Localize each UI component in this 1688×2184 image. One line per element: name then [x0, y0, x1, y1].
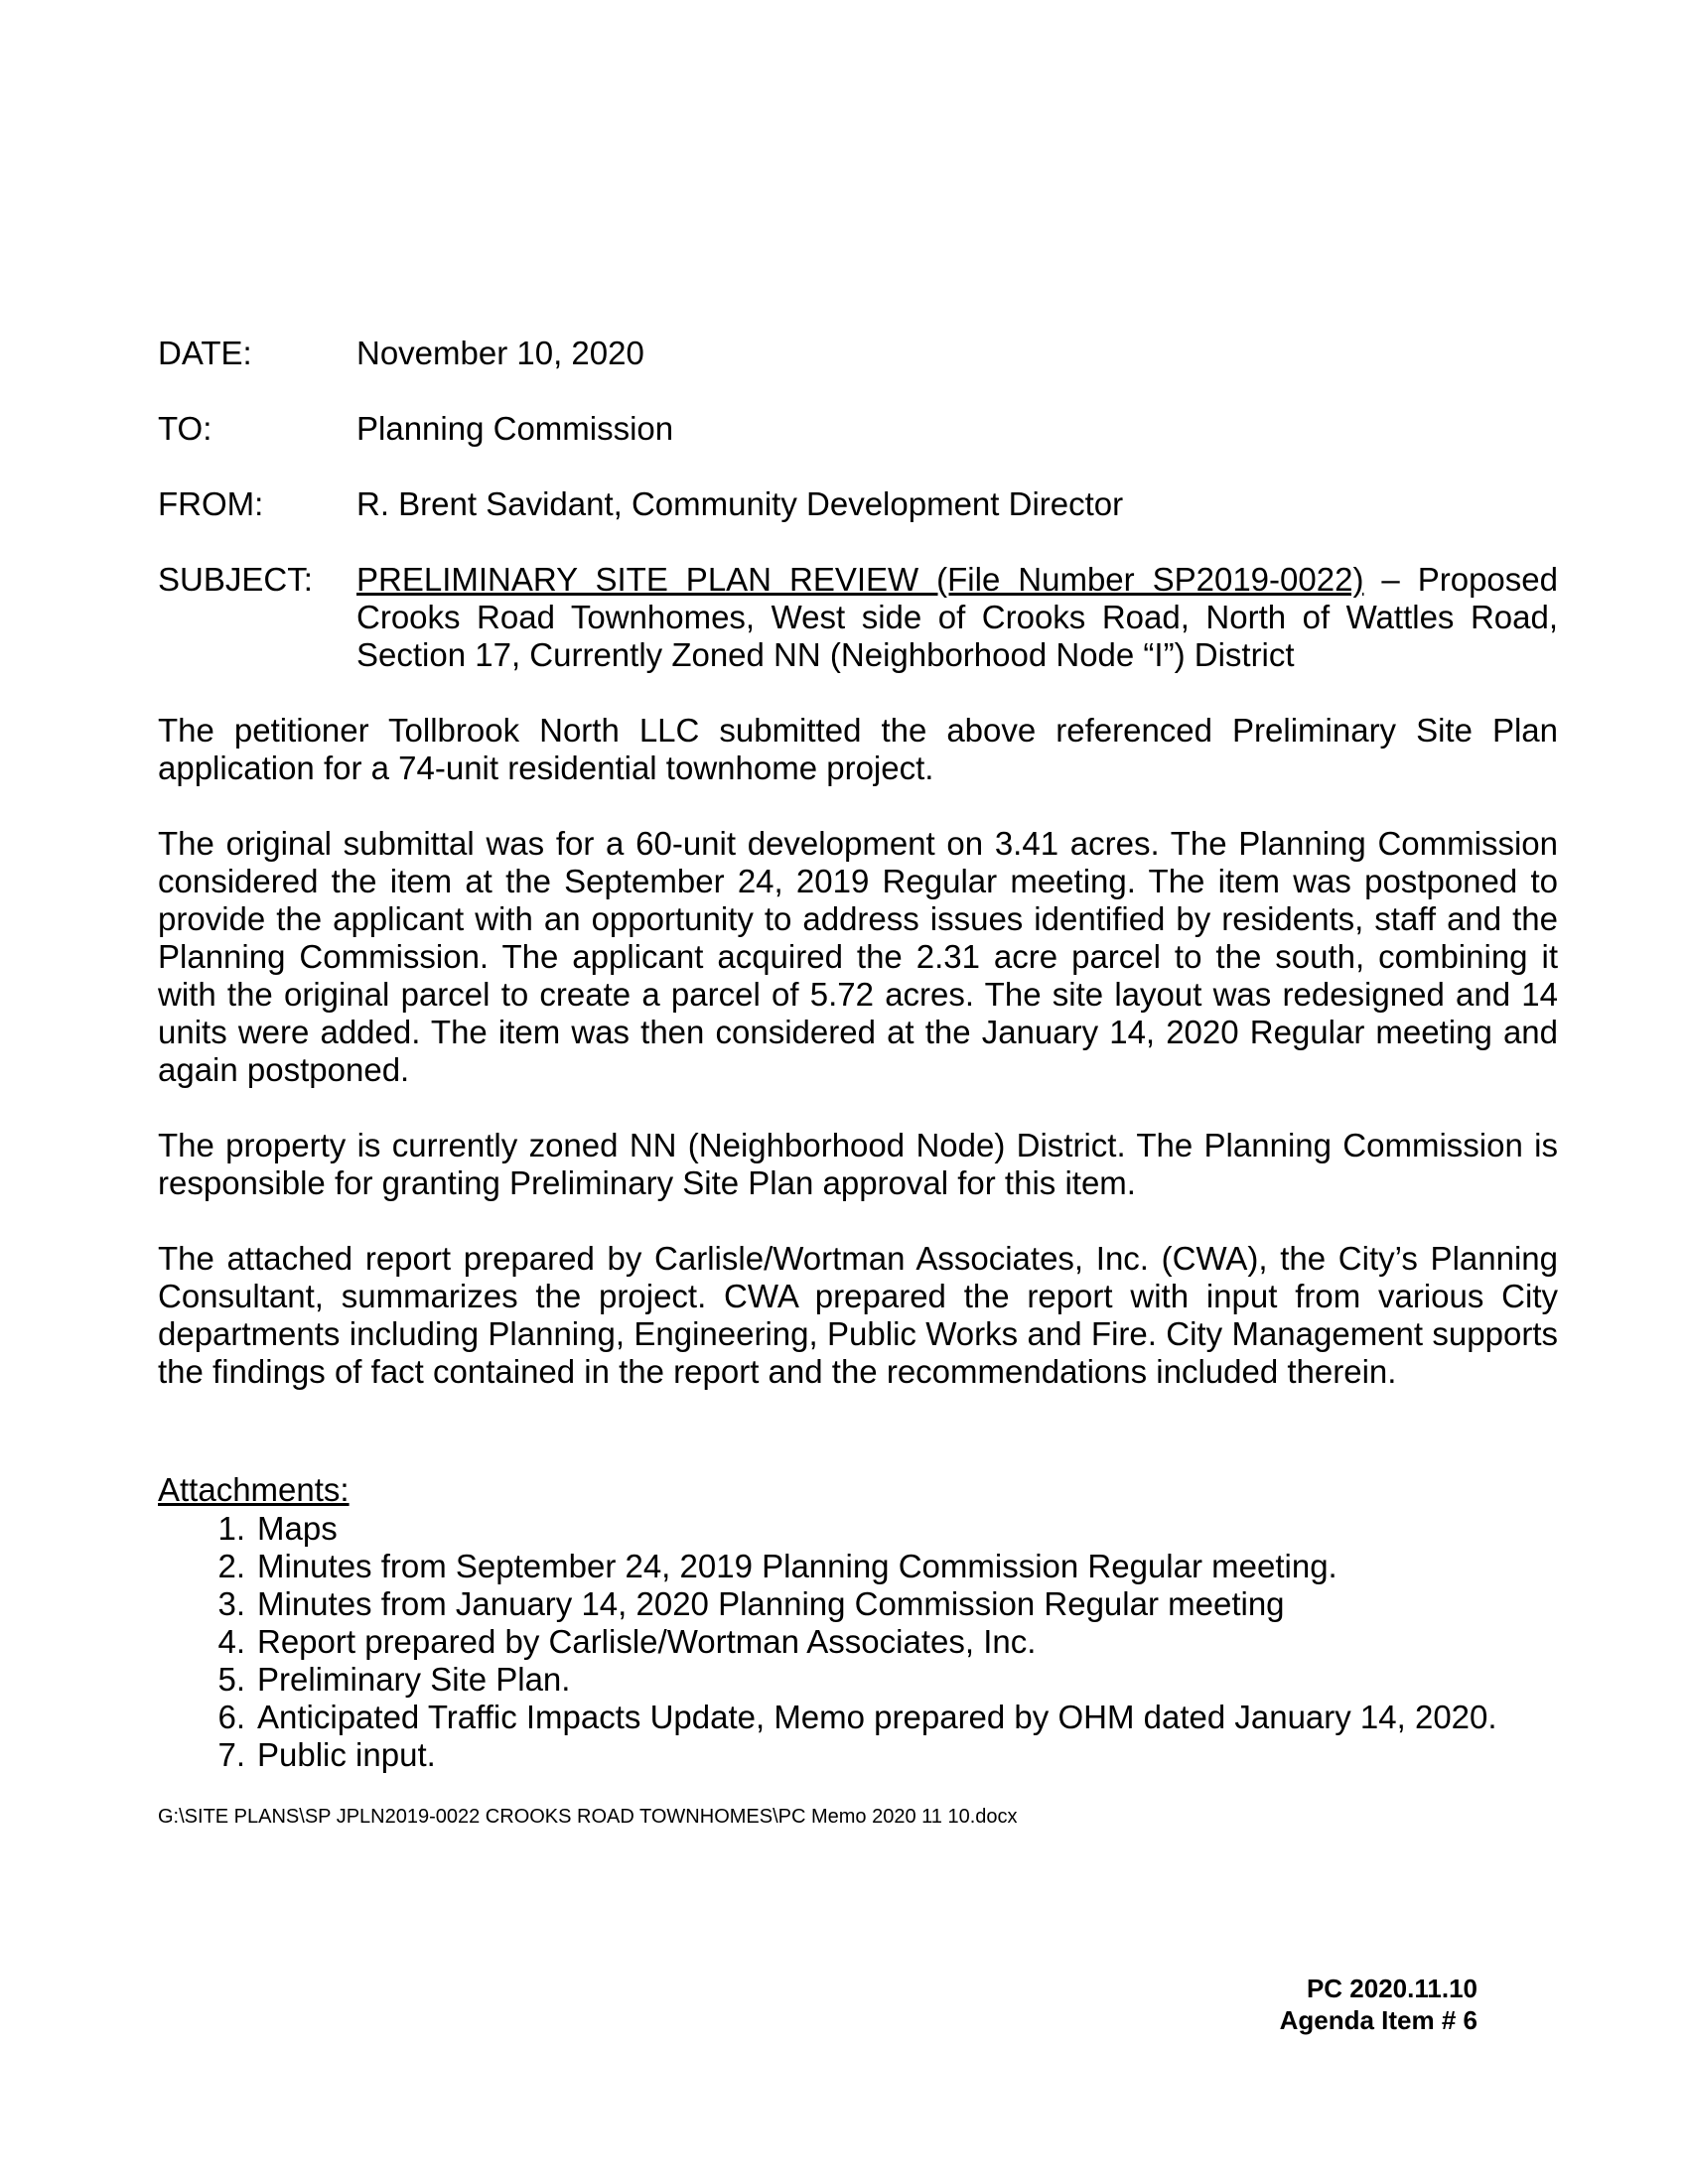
- list-item-number: 2.: [217, 1548, 245, 1584]
- list-item: [158, 1510, 1558, 1548]
- list-item-number: 6.: [217, 1699, 245, 1735]
- file-path: G:\SITE PLANS\SP JPLN2019-0022 CROOKS ROAD TOWNHOMES\PC Memo 2020 11 10.docx: [158, 1806, 1018, 1828]
- attachments-heading: Attachments:: [158, 1471, 350, 1508]
- from-label: FROM:: [158, 485, 264, 522]
- list-item: [158, 1699, 1558, 1736]
- subject-label: SUBJECT:: [158, 561, 313, 598]
- paragraph-petitioner: The petitioner Tollbrook North LLC submitted the above referenced Preliminary Site Plan application for a 74-unit residential townhome project.: [158, 712, 1558, 786]
- subject-value: [356, 561, 1558, 674]
- list-item-number: 1.: [217, 1510, 245, 1547]
- agenda-item: Agenda Item # 6: [1279, 2005, 1477, 2035]
- meeting-code: PC 2020.11.10: [1306, 1974, 1477, 2003]
- agenda-footer: [1280, 1973, 1477, 2036]
- paragraph-zoning: The property is currently zoned NN (Neighborhood Node) District. The Planning Commission is responsible for granting Preliminary Site Plan approval for this item.: [158, 1127, 1558, 1201]
- list-item-number: 4.: [217, 1623, 245, 1660]
- list-item-text: Preliminary Site Plan.: [257, 1661, 571, 1698]
- paragraph-history: The original submittal was for a 60-unit development on 3.41 acres. The Planning Commission considered the item at the September 24, 2019 Regular meeting. The item was postponed to provide the applicant with an opportunity to address issues identified by residents, staff and the Planning Commission. The applicant acquired the 2.31 acre parcel to the south, combining it with the original parcel to create a parcel of 5.72 acres. The site layout was redesigned and 14 units were added. The item was then considered at the January 14, 2020 Regular meeting and again postponed.: [158, 825, 1558, 1088]
- list-item-text: Minutes from September 24, 2019 Planning Commission Regular meeting.: [257, 1548, 1337, 1584]
- list-item: [158, 1736, 1558, 1774]
- list-item-number: 7.: [217, 1736, 245, 1773]
- paragraph-report: The attached report prepared by Carlisle/Wortman Associates, Inc. (CWA), the City’s Planning Consultant, summarizes the project. CWA prepared the report with input from various City departments including Planning, Engineering, Public Works and Fire. City Management supports the findings of fact contained in the report and the recommendations included therein.: [158, 1240, 1558, 1390]
- list-item-text: Public input.: [257, 1736, 436, 1773]
- to-value: Planning Commission: [356, 410, 674, 447]
- from-value: R. Brent Savidant, Community Development Director: [356, 485, 1124, 522]
- list-item: [158, 1585, 1558, 1623]
- subject-title: PRELIMINARY SITE PLAN REVIEW (File Number SP2019-0022): [356, 561, 1364, 598]
- subject-description: – Proposed Crooks Road Townhomes, West side of Crooks Road, North of Wattles Road, Section 17, Currently Zoned NN (Neighborhood Node “I”) District: [356, 561, 1558, 673]
- list-item-number: 3.: [217, 1585, 245, 1622]
- list-item: [158, 1548, 1558, 1585]
- date-value: November 10, 2020: [356, 335, 644, 371]
- list-item-text: Report prepared by Carlisle/Wortman Associates, Inc.: [257, 1623, 1037, 1660]
- list-item-number: 5.: [217, 1661, 245, 1698]
- list-item-text: Minutes from January 14, 2020 Planning Commission Regular meeting: [257, 1585, 1285, 1622]
- date-label: DATE:: [158, 335, 252, 371]
- list-item: [158, 1661, 1558, 1699]
- attachments-list: [158, 1510, 1558, 1774]
- to-label: TO:: [158, 410, 212, 447]
- list-item-text: Maps: [257, 1510, 338, 1547]
- list-item: [158, 1623, 1558, 1661]
- list-item-text: Anticipated Traffic Impacts Update, Memo prepared by OHM dated January 14, 2020.: [257, 1699, 1497, 1735]
